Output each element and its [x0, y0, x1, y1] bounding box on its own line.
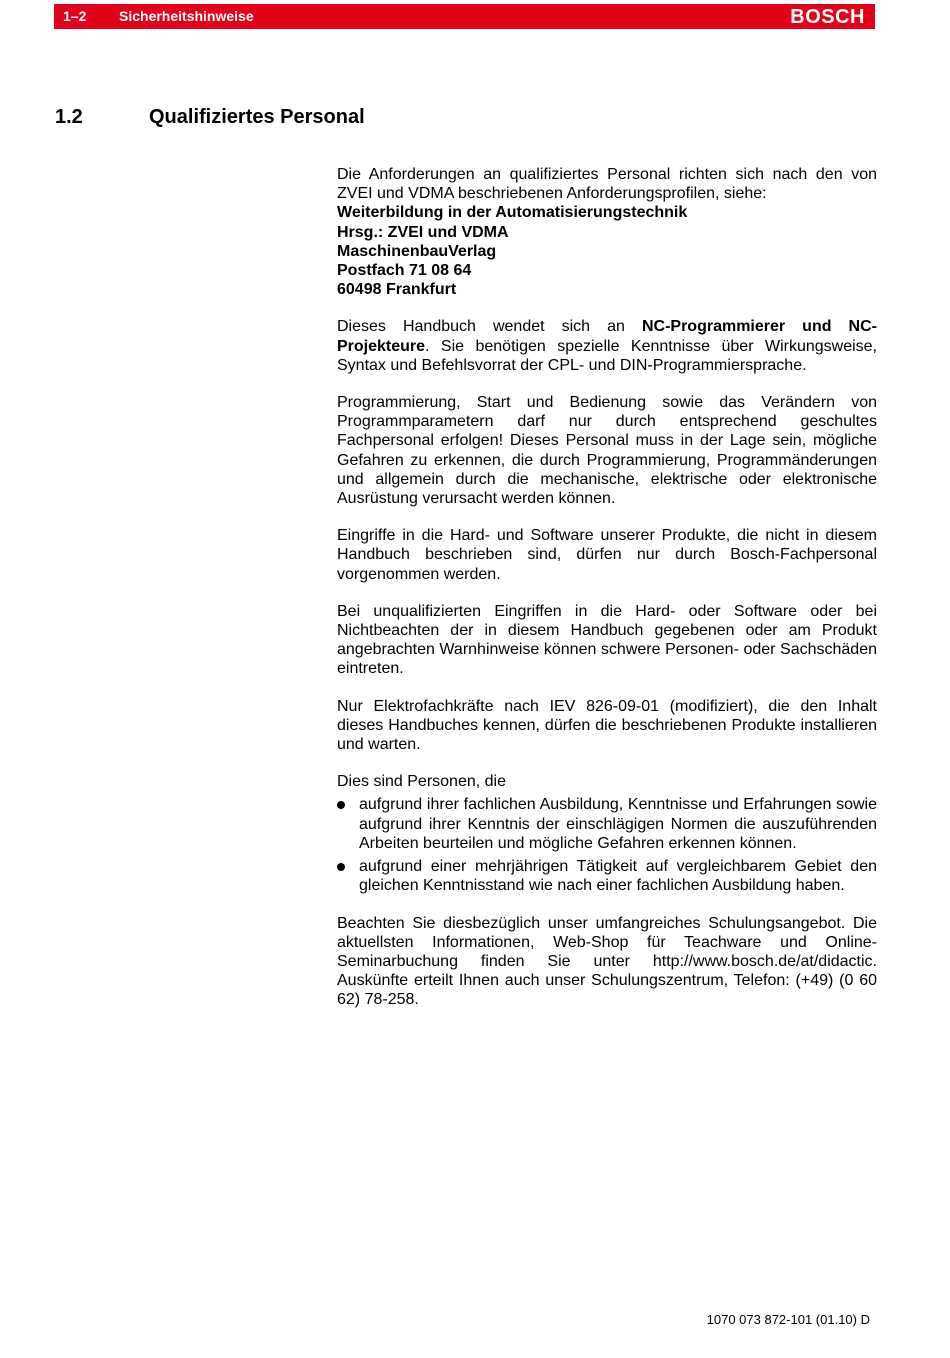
address-line: Weiterbildung in der Automatisierungstechnik: [337, 204, 688, 222]
header-bar: [54, 4, 875, 29]
bullet-icon: [337, 801, 345, 809]
paragraph-training: Beachten Sie diesbezüglich unser umfangreiches Schulungsangebot. Die aktuellsten Informationen, Web-Shop für Teachware und Online-Seminarbuchung finden Sie unter http://www.bosch.de/at/didactic. Auskünfte erteilt Ihnen auch unser Schulungszentrum, Telefon: (+49) (0 60 62) 78-258.: [337, 914, 877, 1009]
list-item-text: aufgrund einer mehrjährigen Tätigkeit auf vergleichbarem Gebiet den gleichen Kenntnisstand wie nach einer fachlichen Ausbildung haben.: [359, 858, 877, 895]
requirements-text: Die Anforderungen an qualifiziertes Personal richten sich nach den von ZVEI und VDMA beschriebenen Anforderungsprofilen, siehe:: [337, 166, 877, 203]
bosch-logo: BOSCH: [790, 6, 865, 28]
document-number: 1070 073 872-101 (01.10) D: [706, 1312, 870, 1327]
list-item-text: aufgrund ihrer fachlichen Ausbildung, Kenntnisse und Erfahrungen sowie aufgrund ihrer Kenntnis der einschlägigen Normen die auszuführenden Arbeiten beurteilen und mögliche Gefahren erkennen können.: [359, 796, 877, 852]
address-line: 60498 Frankfurt: [337, 281, 457, 299]
bullet-icon: [337, 863, 345, 871]
paragraph-interventions: Eingriffe in die Hard- und Software unserer Produkte, die nicht in diesem Handbuch beschrieben sind, dürfen nur durch Bosch-Fachpersonal vorgenommen werden.: [337, 527, 877, 583]
qualification-list: [337, 795, 877, 895]
address-line: Hrsg.: ZVEI und VDMA: [337, 223, 509, 241]
audience-text-after: . Sie benötigen spezielle Kenntnisse über Wirkungsweise, Syntax und Befehlsvorrat der CPL- und DIN-Programmiersprache.: [337, 337, 877, 374]
section-name: Sicherheitshinweise: [119, 8, 254, 24]
address-line: Postfach 71 08 64: [337, 262, 472, 280]
main-content: [337, 165, 877, 1028]
paragraph-electricians: Nur Elektrofachkräfte nach IEV 826-09-01 (modifiziert), die den Inhalt dieses Handbuches kennen, dürfen die beschriebenen Produkte installieren und warten.: [337, 697, 877, 754]
heading-number: 1.2: [55, 106, 83, 128]
list-item: [337, 795, 877, 853]
audience-text: Dieses Handbuch wendet sich an: [337, 318, 642, 336]
audience-bold: NC-Programmierer und NC-Projekteure: [337, 318, 877, 355]
address-line: MaschinenbauVerlag: [337, 242, 497, 260]
page-number: 1–2: [63, 8, 87, 24]
paragraph-audience: [337, 317, 877, 375]
paragraph-programming: Programmierung, Start und Bedienung sowie das Verändern von Programmparametern darf nur durch entsprechend geschultes Fachpersonal erfolgen! Dieses Personal muss in der Lage sein, mögliche Gefahren zu erkennen, die durch Programmierung, Programmänderungen und allgemein durch die mechanische, elektrische oder elektronische Ausrüstung verursacht werden können.: [337, 394, 877, 508]
list-intro: Dies sind Personen, die: [337, 773, 506, 791]
list-item: [337, 857, 877, 895]
paragraph-warnings: Bei unqualifizierten Eingriffen in die Hard- oder Software oder bei Nichtbeachten der in diesem Handbuch gegebenen oder am Produkt angebrachten Warnhinweise können schwere Personen- oder Sachschäden eintreten.: [337, 602, 877, 678]
heading-title: Qualifiziertes Personal: [149, 106, 365, 128]
paragraph-requirements: [337, 165, 877, 299]
